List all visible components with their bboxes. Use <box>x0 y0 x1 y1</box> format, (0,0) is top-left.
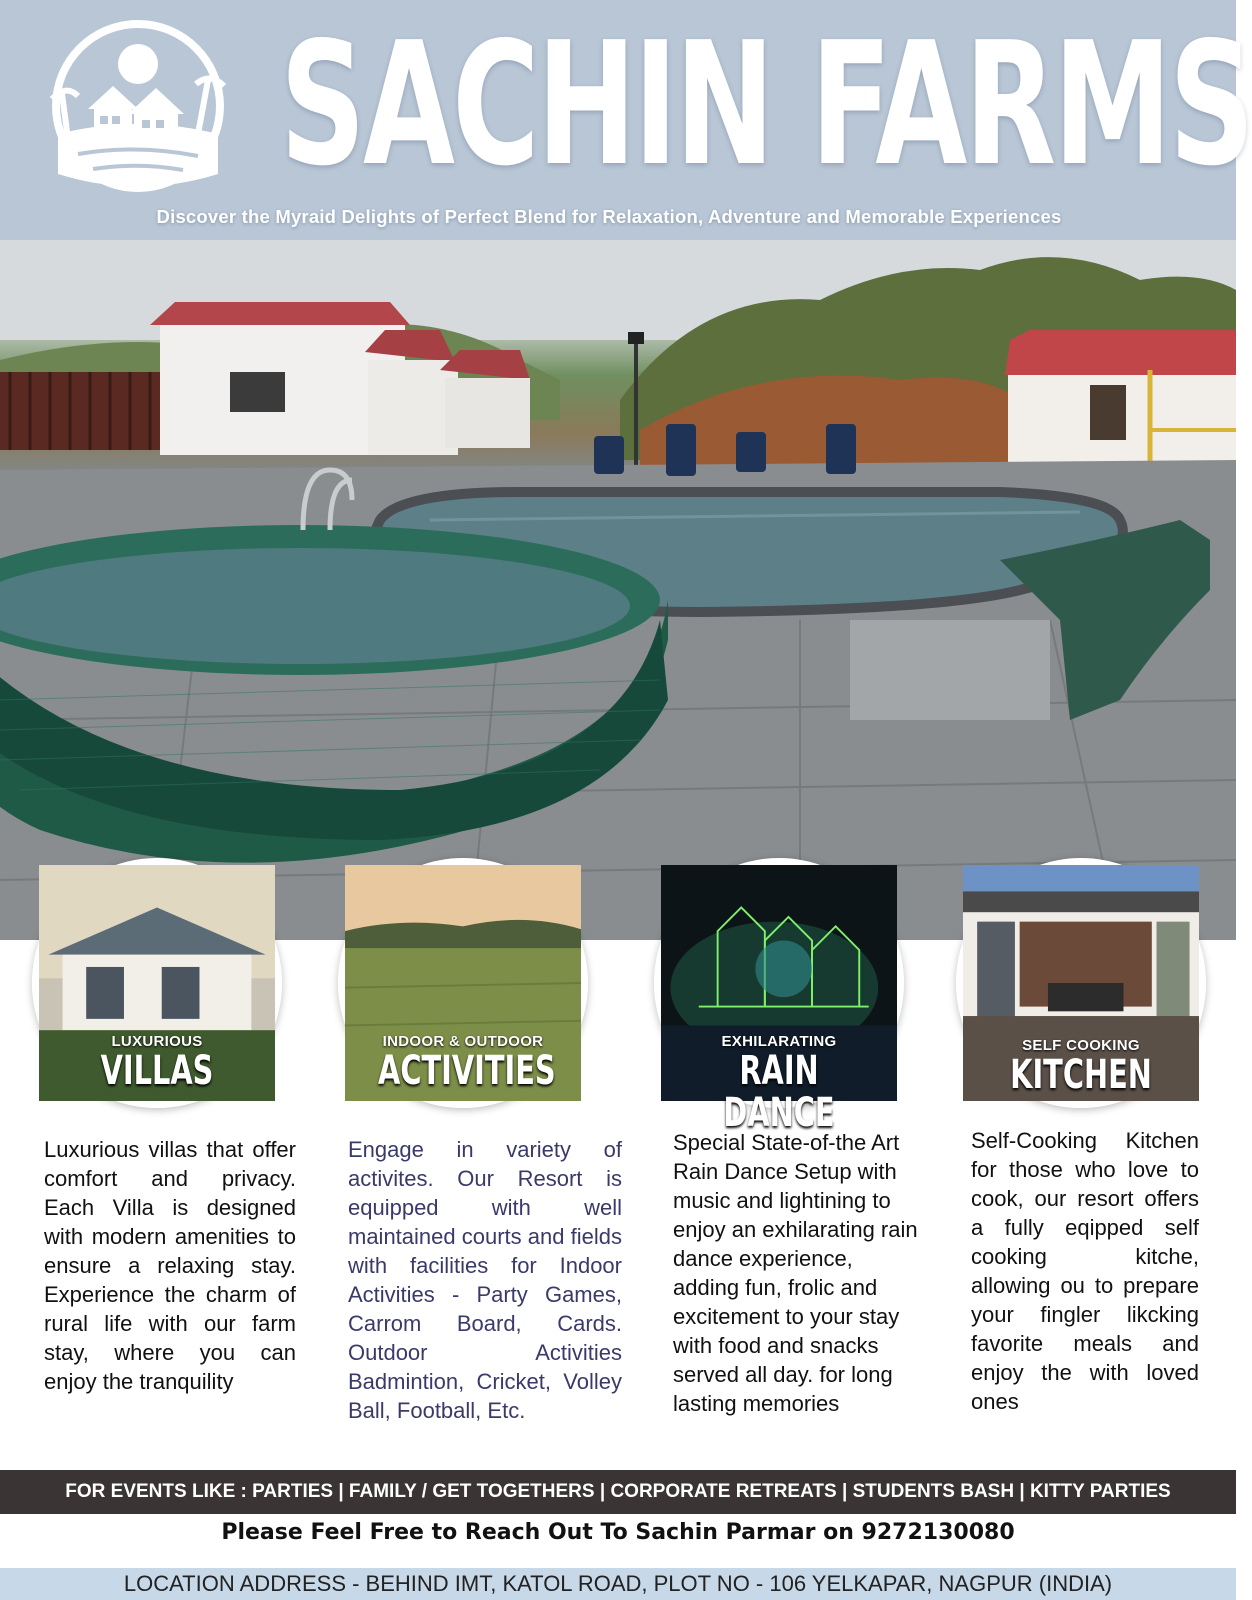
activities-caption-big: ACTIVITIES <box>378 1048 556 1094</box>
kitchen-caption <box>963 1037 1199 1096</box>
brand-title: SACHIN FARMS <box>280 6 1252 204</box>
activities-circle <box>338 858 588 1108</box>
events-bar: FOR EVENTS LIKE : PARTIES | FAMILY / GET TOGETHERS | CORPORATE RETREATS | STUDENTS BASH | KITTY PARTIES <box>0 1470 1236 1514</box>
rain-dance-circle <box>654 858 904 1136</box>
brand-tagline: Discover the Myraid Delights of Perfect Blend for Relaxation, Adventure and Memorable Experiences <box>156 206 1062 227</box>
kitchen-description: Self-Cooking Kitchen for those who love to cook, our resort offers a fully eqipped self cooking kitche, allowing ou to prepare your fingler likcking favorite meals and enjoy the with loved ones <box>971 1128 1199 1414</box>
rain-dance-caption <box>661 1033 897 1134</box>
villas-caption <box>39 1033 275 1092</box>
kitchen-circle <box>956 858 1206 1108</box>
rain-dance-description: Special State-of-the Art Rain Dance Setup with music and lightining to enjoy an exhilarating rain dance experience, adding fun, frolic and excitement to your stay with food and snacks served all day. for long lasting memories <box>673 1130 918 1416</box>
villas-circle <box>32 858 282 1108</box>
villas-caption-small: LUXURIOUS <box>111 1033 203 1050</box>
contact-line: Please Feel Free to Reach Out To Sachin Parmar on 9272130080 <box>221 1520 1015 1545</box>
rain-dance-caption-small: EXHILARATING <box>721 1033 837 1050</box>
farm-logo <box>38 14 238 199</box>
rain-dance-caption-big: RAIN DANCE <box>723 1048 835 1136</box>
activities-caption <box>345 1033 581 1092</box>
kitchen-caption-big: KITCHEN <box>1010 1052 1152 1098</box>
kitchen-caption-small: SELF COOKING <box>1022 1037 1140 1054</box>
villas-description: Luxurious villas that offer comfort and privacy. Each Villa is designed with modern amenities to ensure a relaxing stay. Experience the charm of rural life with our farm stay, where you can enjoy the tranquility <box>44 1137 296 1394</box>
villas-caption-big: VILLAS <box>100 1048 214 1094</box>
address-bar: LOCATION ADDRESS - BEHIND IMT, KATOL ROAD, PLOT NO - 106 YELKAPAR, NAGPUR (INDIA) <box>0 1568 1236 1600</box>
activities-description: Engage in variety of activites. Our Resort is equipped with well maintained courts and fields with facilities for Indoor Activities - Party Games, Carrom Board, Cards. Outdoor Activities Badmintion, Cricket, Volley Ball, Football, Etc. <box>348 1137 622 1423</box>
activities-caption-small: INDOOR & OUTDOOR <box>382 1033 544 1050</box>
